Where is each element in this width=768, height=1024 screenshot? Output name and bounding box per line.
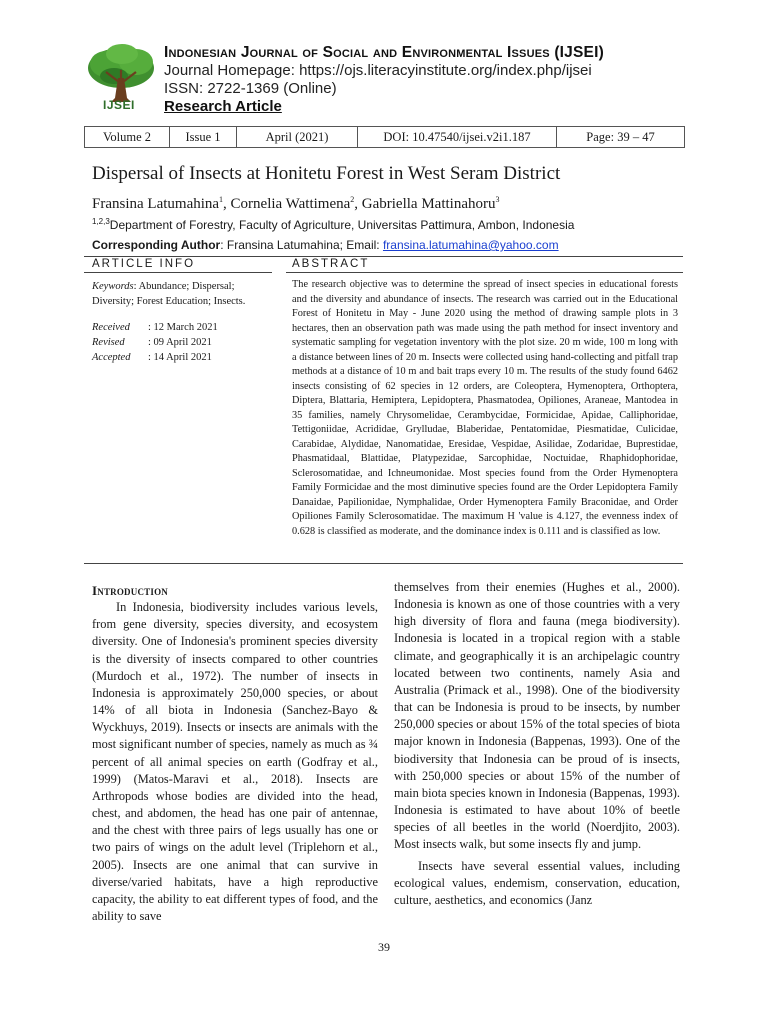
body-paragraph: In Indonesia, biodiversity includes various levels, from gene diversity, species diversity, and ecosystem diversity. One of Indonesia's prominent species diversity is the diversity of insects compared to other countries (Murdoch et al., 1972). The number of insects in Indonesia is approximately 250,000 species, or about 14% of all biota in Indonesia (Sanchez-Bayo & Wyckhuys, 2019). Insects or insects are animals with the most significant number of species, namely as much as ¾ percent of all animal species on earth (Godfray et al., 1999) (Matos-Maravi et al., 2018). Insects are Arthropods whose bodies are divided into the head, chest, and abdomen, the head has one pair of antennae, and the chest with three pairs of legs usually has one or two pairs of wings on the adult level (Triplehorn et al., 2005). Insects are one animal that can survive in diverse/varied habitats, have a high reproductive capacity, the ability to eat different types of food, and the ability to save bbox=[92, 600, 378, 923]
date-label: Revised bbox=[92, 337, 125, 348]
abstract-heading: ABSTRACT bbox=[292, 258, 370, 270]
meta-date: April (2021) bbox=[237, 127, 358, 147]
date-value: : 09 April 2021 bbox=[148, 337, 212, 348]
page-number: 39 bbox=[378, 940, 390, 954]
article-info-heading: ARTICLE INFO bbox=[92, 258, 196, 270]
meta-volume: Volume 2 bbox=[85, 127, 170, 147]
body-column-left bbox=[92, 582, 378, 925]
author-sup: 3 bbox=[495, 195, 500, 204]
body-paragraph: themselves from their enemies (Hughes et al., 2000). Indonesia is known as one of those countries with a very high diversity of flora and fauna (mega biodiversity). Indonesia is located in a tropical region with a stable climate, and geographically it is an archipelagic country located between two continents, namely Asia and Australia (Primack et al., 1998). One of the biodiversity that can be Indonesia is proud to be insects, by number 250,000 species or about 15% of the total species of biota major known in Indonesia (Bappenas, 1993). One of the biodiversity that Indonesia can be proud of is insects, with 250,000 species or about 15% of the number of main biota species known in Indonesia (Bappenas, 1993). Indonesia is estimated to have about 10% of beetle species of all beetles in the world (Noerdjito, 2003). Most insects walk, but some insects fly and jump. bbox=[394, 580, 680, 852]
keywords-text: : Abundance; Dispersal; Diversity; Forest Education; Insects. bbox=[92, 281, 246, 307]
author-name: Fransina Latumahina bbox=[92, 196, 220, 212]
affiliation-sup: 1,2,3 bbox=[92, 217, 110, 226]
meta-table bbox=[84, 126, 685, 148]
meta-issue: Issue 1 bbox=[170, 127, 237, 147]
body-column-right bbox=[394, 579, 680, 909]
email-link[interactable]: fransina.latumahina@yahoo.com bbox=[382, 238, 559, 252]
affiliation-text: Department of Forestry, Faculty of Agriculture, Universitas Pattimura, Ambon, Indonesia bbox=[109, 218, 575, 232]
author-name: Gabriella Mattinahoru bbox=[361, 196, 496, 212]
date-row bbox=[92, 350, 218, 365]
journal-title: Indonesian Journal of Social and Environmental Issues (IJSEI) bbox=[164, 44, 604, 61]
date-value: : 12 March 2021 bbox=[148, 322, 218, 333]
author-list: Fransina Latumahina$^1$, Cornelia Wattimena$^2$, Gabriella Mattinahoru$^3$ bbox=[92, 195, 500, 212]
date-row bbox=[92, 335, 218, 350]
journal-homepage[interactable]: Journal Homepage: https://ojs.literacyinstitute.org/index.php/ijsei bbox=[164, 62, 592, 79]
meta-pages: Page: 39 – 47 bbox=[586, 129, 655, 144]
divider bbox=[84, 256, 683, 257]
logo-label: IJSEI bbox=[103, 98, 135, 112]
date-label: Accepted bbox=[92, 352, 131, 363]
meta-doi[interactable]: DOI: 10.47540/ijsei.v2i1.187 bbox=[358, 127, 557, 147]
author-sup: 1 bbox=[219, 195, 224, 204]
corresponding-text: : Fransina Latumahina; Email: bbox=[220, 238, 383, 252]
corresponding-label: Corresponding Author bbox=[92, 238, 221, 252]
corresponding-author bbox=[92, 238, 559, 252]
divider bbox=[84, 272, 272, 273]
author-name: Cornelia Wattimena bbox=[230, 196, 351, 212]
article-title: Dispersal of Insects at Honitetu Forest in West Seram District bbox=[92, 163, 561, 184]
keywords-label: Keywords bbox=[92, 281, 134, 292]
keywords bbox=[92, 279, 274, 309]
abstract-text: The research objective was to determine the spread of insect species in educational forests and the diversity and abundance of insects. The research was carried out in the Educational Forest of Honitetu in May - June 2020 using the method of drawing sample plots in 3 hectares, then an observation path was made using the path method for insect inventory and systematic sampling for vegetation inventory with the plot size. 20 m wide, 100 m long with a distance between lines of 20 m. Insects were collected using hand-collecting and pitfall trap methods at a distance of 10 m and bait traps every 10 m. The results of the study found 6462 insects consisting of 62 species in 12 orders, are Coleoptera, Hymenoptera, Orthoptera, Diptera, Blattaria, Hemiptera, Lepidoptera, Phasmatodea, Opiliones, Araneae, Mantodea in 35 families, namely Chrysomelidae, Cerambycidae, Formicidae, Apidae, Calliphoridae, Tettigoniidae, Acrididae, Grylludae, Blaberidae, Pentatomidae, Piesmatidae, Culicidae, Carabidae, Alydidae, Nanomatidae, Eresidae, Vespidae, Asilidae, Zodaridae, Buprestidae, Phasmatidaal, Blattidae, Platypezidae, Sarcophidae, Noctuidae, Rhaphidophoridae, Sclerosomatidae, and Ichneumonidae. Most species found from the Order Hymenoptera Family Formicidae and the most diminutive species found are the Order Lepidoptera Family Danaidae, Papilionidae, Nymphalidae, Order Hymenoptera Family Braconidae, and Order Opiliones Family Sclerosomatidae. The maximum H 'value is 4.127, the evenness index of 0.628 is classified as moderate, and the dominance index is 0.111 and is classified as low. bbox=[292, 279, 678, 537]
date-value: : 14 April 2021 bbox=[148, 352, 212, 363]
affiliation bbox=[92, 217, 574, 232]
author-sup: 2 bbox=[350, 195, 355, 204]
article-dates bbox=[92, 320, 218, 365]
body-paragraph: Insects have several essential values, including ecological values, endemism, conservation, education, culture, aesthetics, and economics (Janz bbox=[394, 858, 680, 907]
date-label: Received bbox=[92, 322, 130, 333]
article-type: Research Article bbox=[164, 98, 282, 115]
divider bbox=[286, 272, 683, 273]
introduction-heading: Introduction bbox=[92, 583, 168, 598]
journal-issn: ISSN: 2722-1369 (Online) bbox=[164, 80, 337, 97]
divider bbox=[84, 563, 683, 564]
date-row bbox=[92, 320, 218, 335]
